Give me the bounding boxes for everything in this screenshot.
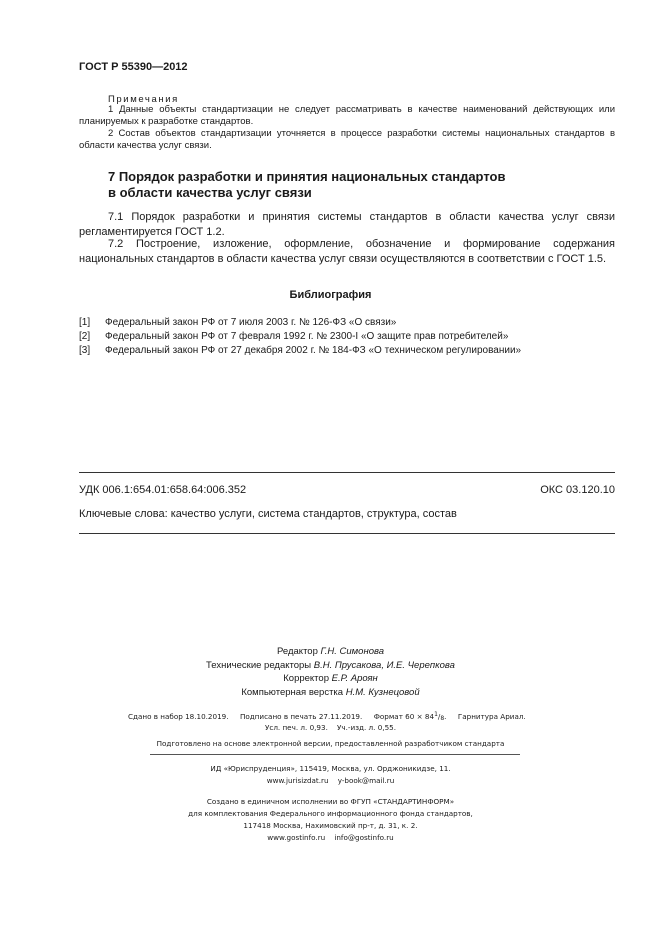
- paragraph-7-2: 7.2 Построение, изложение, оформление, обозначение и формирование содержания национальных стандартов в области качества услуг связи осуществляются в соответствии с ГОСТ 1.5.: [79, 238, 615, 265]
- paper-format-label: Формат 60 × 84: [373, 712, 435, 721]
- layout-label: Компьютерная верстка: [241, 686, 344, 698]
- corrector-label: Корректор: [283, 673, 329, 685]
- paragraph-7-1: 7.1 Порядок разработки и принятия системы стандартов в области качества услуг связи регламентируется ГОСТ 1.2.: [79, 211, 615, 238]
- address-line: 117418 Москва, Нахимовский пр-т, д. 31, к. 2.: [243, 821, 418, 830]
- tech-editors-label: Технические редакторы: [206, 659, 312, 671]
- oks-code: ОКС 03.120.10: [540, 484, 615, 496]
- editor-line: [0, 645, 661, 659]
- divider-bottom: [79, 533, 615, 534]
- layout-name: Н.М. Кузнецовой: [345, 686, 420, 698]
- notes-title: Примечания: [108, 94, 179, 105]
- keywords: Ключевые слова: качество услуги, система стандартов, структура, состав: [79, 508, 457, 520]
- bibliography-text: Федеральный закон РФ от 27 декабря 2002 г. № 184-ФЗ «О техническом регулировании»: [105, 345, 522, 356]
- standard-code: ГОСТ Р 55390—2012: [79, 61, 188, 73]
- editor-label: Редактор: [276, 646, 318, 657]
- paper-format-denominator: 8: [440, 715, 445, 722]
- bibliography-text: Федеральный закон РФ от 7 февраля 1992 г. № 2300-I «О защите прав потребителей»: [105, 331, 509, 342]
- publishing-sheets: Уч.-изд. л. 0,55.: [337, 723, 397, 732]
- prepared-note: Подготовлено на основе электронной версии, предоставленной разработчиком стандарта: [156, 739, 505, 748]
- section-7-title-line-1: 7 Порядок разработки и принятия национальных стандартов: [108, 169, 506, 184]
- divider-top: [79, 472, 615, 473]
- section-7-title-line-2: в области качества услуг связи: [108, 185, 312, 200]
- created-line-1: Создано в единичном исполнении во ФГУП «СТАНДАРТИНФОРМ»: [206, 797, 455, 806]
- bibliography-item: [79, 343, 521, 358]
- publisher-contacts: [0, 775, 661, 787]
- publisher-id-line: ИД «Юриспруденция», 115419, Москва, ул. Орджоникидзе, 11.: [210, 764, 451, 773]
- bibliography-number: [2]: [79, 331, 91, 342]
- sheets-line: [0, 722, 661, 734]
- bibliography-text: Федеральный закон РФ от 7 июля 2003 г. № 126-ФЗ «О связи»: [105, 317, 397, 328]
- gostinfo-site[interactable]: www.gostinfo.ru: [267, 833, 326, 842]
- signed-to-print: Подписано в печать 27.11.2019.: [239, 712, 363, 721]
- bibliography-number: [1]: [79, 317, 91, 328]
- udk-code: УДК 006.1:654.01:658.64:006.352: [79, 484, 247, 496]
- publisher-divider: [150, 754, 520, 755]
- corrector-name: Е.Р. Ароян: [331, 673, 378, 685]
- credits-block: [0, 645, 661, 699]
- editor-name: Г.Н. Симонова: [320, 646, 385, 657]
- note-item-1: 1 Данные объекты стандартизации не следует рассматривать в качестве наименований действующих или планируемых к разработке стандартов.: [79, 104, 615, 127]
- bibliography-number: [3]: [79, 345, 91, 356]
- section-7-title: [108, 169, 578, 201]
- gostinfo-email[interactable]: info@gostinfo.ru: [334, 833, 394, 842]
- gostinfo-contacts: [0, 832, 661, 844]
- bibliography-item: [79, 329, 508, 344]
- corrector-line: [0, 672, 661, 686]
- paper-format-numerator: 1: [434, 711, 438, 718]
- publisher-site[interactable]: www.jurisizdat.ru: [266, 776, 329, 785]
- sent-to-print: Сдано в набор 18.10.2019.: [128, 712, 229, 721]
- tech-editors-line: [0, 659, 661, 673]
- paper-format: Формат $60 \times 84^1/_8$.: [373, 711, 447, 722]
- print-sheets: Усл. печ. л. 0,93.: [264, 723, 328, 732]
- layout-line: [0, 686, 661, 700]
- note-item-2: 2 Состав объектов стандартизации уточняется в процессе разработки системы национальных стандартов в области качества услуг связи.: [79, 128, 615, 151]
- typeface: Гарнитура Ариал.: [457, 712, 526, 721]
- created-line-2: для комплектования Федерального информационного фонда стандартов,: [188, 809, 473, 818]
- publisher-email[interactable]: y-book@mail.ru: [337, 776, 395, 785]
- bibliography-title: Библиография: [289, 289, 372, 301]
- bibliography-item: [79, 315, 396, 330]
- tech-editors-names: В.Н. Прусакова, И.Е. Черепкова: [313, 659, 455, 671]
